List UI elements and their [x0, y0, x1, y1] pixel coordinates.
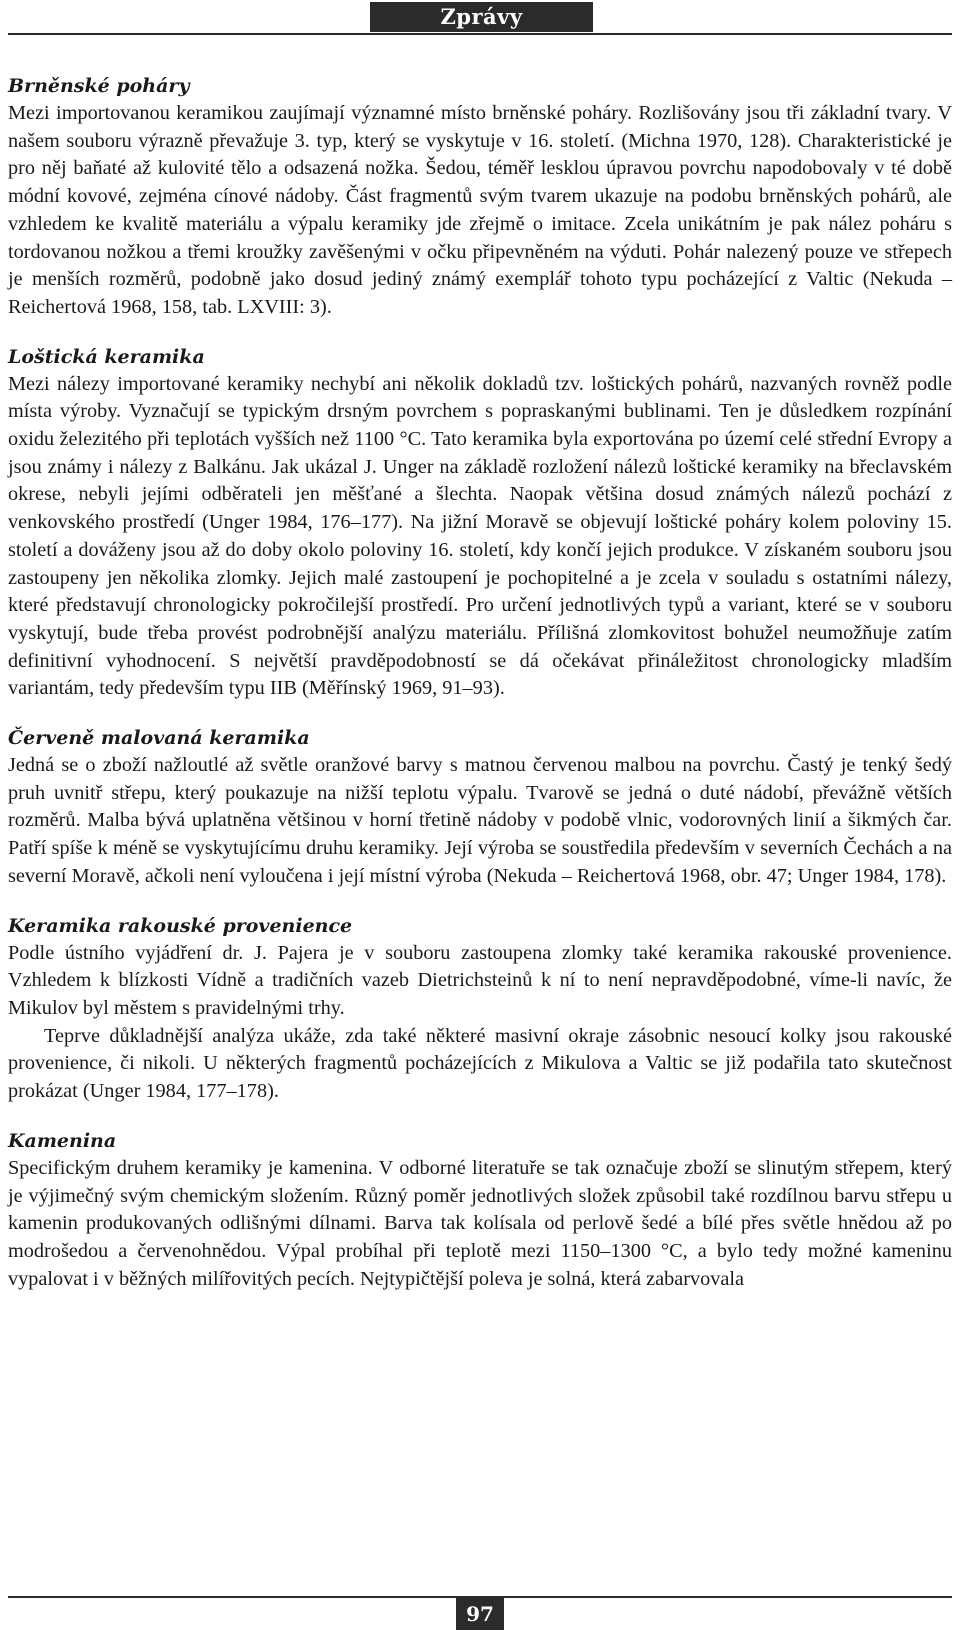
paragraph: Podle ústního vyjádření dr. J. Pajera je v souboru zastoupena zlomky také keramika rakouské provenience. Vzhledem k blízkosti Vídně a tradičních vazeb Dietrichsteinů k ní to není nepravděpodobné, víme-li navíc, že Mikulov byl městem s pravidelnými trhy. [8, 941, 952, 1019]
page-number: 97 [456, 1598, 504, 1630]
section-title: Kamenina [8, 1129, 117, 1152]
section-cervene-malovana-keramika [8, 725, 952, 891]
section-title: Červeně malovaná keramika [8, 727, 310, 750]
section-kamenina [8, 1128, 952, 1294]
section-title: Loštická keramika [8, 345, 205, 368]
section-brnenske-pohary [8, 73, 952, 322]
top-rule [8, 33, 952, 35]
paragraph: Jedná se o zboží nažloutlé až světle oranžové barvy s matnou červenou malbou na povrchu. Častý je tenký šedý pruh uvnitř střepu, který poukazuje na nižší teplotu výpalu. Tvarově se jedná o duté nádobí, převážně větších rozměrů. Malba bývá uplatněna většinou v horní třetině nádoby v podobě vlnic, vodorovných linií a šikmých čar. Patří spíše k méně se vyskytujícímu druhu keramiky. Její výroba se soustředila především v severních Čechách a na severní Moravě, ačkoli není vyloučena i její místní výroba (Nekuda – Reichertová 1968, obr. 47; Unger 1984, 178). [8, 754, 952, 887]
paragraph: Teprve důkladnější analýza ukáže, zda také některé masivní okraje zásobnic nesoucí kolky jsou rakouské provenience, či nikoli. U některých fragmentů pocházejících z Mikulova a Valtic se již podařila tato skutečnost prokázat (Unger 1984, 177–178). [8, 1024, 952, 1103]
section-losticka-keramika [8, 344, 952, 703]
paragraph: Specifickým druhem keramiky je kamenina. V odborné literatuře se tak označuje zboží se slinutým střepem, který je výjimečný svým chemickým složením. Různý poměr jednotlivých složek způsobil také rozdílnou barvu střepu u kamenin produkovaných odlišnými dílnami. Barva tak kolísala od perlově šedé a bílé přes světle hnědou až po modrošedou a červenohnědou. Výpal probíhal při teplotě mezi 1150–1300 °C, a bylo tedy možné kameninu vypalovat i v běžných milířovitých pecích. Nejtypičtější poleva je solná, která zabarvovala [8, 1156, 952, 1290]
section-header [370, 2, 593, 32]
section-header-title: Zprávy [440, 4, 523, 29]
paragraph: Mezi nálezy importované keramiky nechybí ani několik dokladů tzv. loštických pohárů, nazvaných rovněž podle místa výroby. Vyznačují se typickým drsným povrchem s popraskanými bublinami. Ten je důsledkem rozpínání oxidu železitého při teplotách vyšších než 1100 °C. Tato keramika byla exportována po území celé střední Evropy a jsou známy i nálezy z Balkánu. Jak ukázal J. Unger na základě rozložení nálezů loštické keramiky na břeclavském okrese, nebyli jejími odběrateli jen měšťané a šlechta. Naopak většina dosud známých nálezů pochází z venkovského prostředí (Unger 1984, 176–177). Na jižní Moravě se objevují loštické poháry kolem poloviny 15. století a dováženy jsou až do doby okolo poloviny 16. století, kdy končí jejich produkce. V získaném souboru jsou zastoupeny jen několika zlomky. Jejich malé zastoupení je pochopitelné a je zcela v souladu s ostatními nálezy, které představují chronologicky pokročilejší prostředí. Pro určení jednotlivých typů a variant, které se v souboru vyskytují, bude třeba provést podrobnější analýzu materiálu. Přílišná zlomkovitost bohužel neumožňuje zatím definitivní vyhodnocení. S největší pravděpodobností se dá očekávat přináležitost chronologicky mladším variantám, tedy především typu IIB (Měřínský 1969, 91–93). [8, 372, 952, 700]
section-keramika-rakouske-provenience [8, 913, 952, 1106]
paragraph: Mezi importovanou keramikou zaujímají významné místo brněnské poháry. Rozlišovány jsou tři základní tvary. V našem souboru výrazně převažuje 3. typ, který se vyskytuje v 16. století. (Michna 1970, 128). Charakteristické je pro něj baňaté až kulovité tělo a odsazená nožka. Šedou, téměř lesklou úpravou povrchu napodobovaly v té době módní kovové, zejména cínové nádoby. Část fragmentů svým tvarem ukazuje na podobu brněnských pohárů, ale vzhledem ke kvalitě materiálu a výpalu keramiky jde zřejmě o imitace. Zcela unikátním je pak nález poháru s tordovanou nožkou a třemi kroužky zavěšenými v očku připevněném na výduti. Pohár nalezený pouze ve střepech je menších rozměrů, podobně jako dosud jediný známý exemplář tohoto typu pocházející z Valtic (Nekuda – Reichertová 1968, 158, tab. LXVIII: 3). [8, 102, 952, 318]
section-title: Brněnské poháry [8, 75, 190, 97]
article-body [8, 73, 952, 1315]
section-title: Keramika rakouské provenience [8, 914, 353, 937]
